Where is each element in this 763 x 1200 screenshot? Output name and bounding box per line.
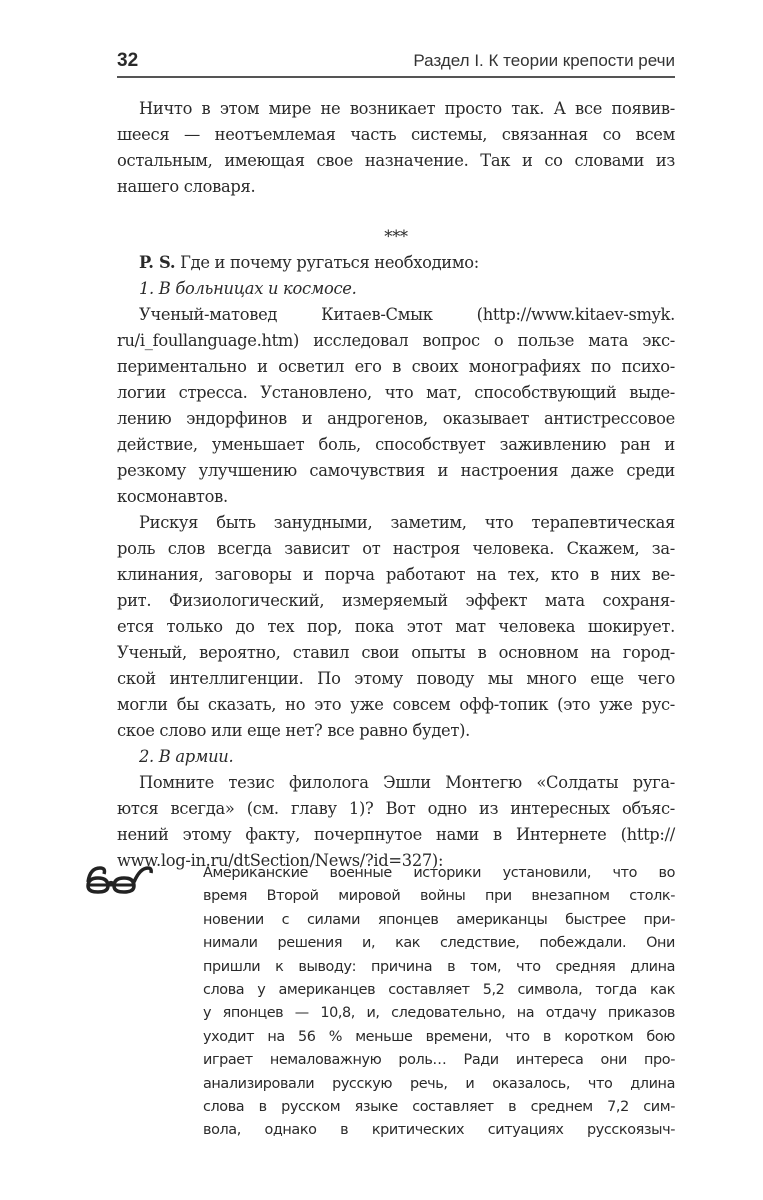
quote-line: играет немаловажную роль… Ради интереса они про- (203, 1052, 675, 1069)
text-line: роль слов всегда зависит от настроя человека. Скажем, за- (117, 539, 675, 558)
quote-line: Американские военные историки установили, что во (203, 865, 675, 881)
quote-line: новении с силами японцев американцы быстрее при- (203, 911, 675, 928)
text-line: шееся — неотъемлемая часть системы, связанная со всем (117, 125, 675, 144)
text-line: 2. В армии. (139, 747, 234, 766)
text-line: ское слово или еще нет? все равно будет). (117, 721, 471, 740)
text-line: клинания, заговоры и порча работают на тех, кто в них ве- (117, 565, 675, 584)
running-header (117, 50, 675, 78)
quote-line: слова у американцев составляет 5,2 символа, тогда как (203, 982, 675, 998)
text-line: космонавтов. (117, 487, 228, 506)
text-line: Ничто в этом мире не возникает просто так. А все появив- (139, 99, 675, 118)
text-line: могли бы сказать, но это уже совсем офф-топик (это уже рус- (117, 695, 675, 714)
text-line: ru/i_foullanguage.htm) исследовал вопрос о пользе мата экс- (117, 331, 675, 350)
text-line: нений этому факту, почерпнутое нами в Интернете (http:// (117, 825, 675, 844)
ps-label: P. S. (139, 253, 176, 272)
text-line: Рискуя быть занудными, заметим, что терапевтическая (139, 513, 675, 532)
text-line: действие, уменьшает боль, способствует заживлению ран и (117, 435, 675, 454)
text-line: остальным, имеющая свое назначение. Так и со словами из (117, 151, 675, 170)
text-line: рит. Физиологический, измеряемый эффект мата сохраня- (117, 591, 675, 610)
quote-line: время Второй мировой войны при внезапном столк- (203, 888, 675, 905)
text-line: логии стресса. Установлено, что мат, способствующий выде- (117, 383, 675, 402)
quote-line: у японцев — 10,8, и, следовательно, на отдачу приказов (203, 1005, 675, 1022)
section-title: Раздел I. К теории крепости речи (413, 51, 675, 70)
text-line: ется только до тех пор, пока этот мат человека шокирует. (117, 617, 675, 636)
text-line: периментально и осветил его в своих монографиях по психо- (117, 357, 675, 376)
text-line: www.log-in.ru/dtSection/News/?id=327): (117, 851, 444, 870)
text-line: Ученый-матовед Китаев-Смык (http://www.kitaev-smyk. (139, 305, 675, 324)
text-line: лению эндорфинов и андрогенов, оказывает антистрессовое (117, 409, 675, 428)
quote-line: анализировали русскую речь, и оказалось, что длина (203, 1075, 675, 1092)
quote-line: уходит на 56 % меньше времени, что в коротком бою (203, 1028, 675, 1045)
page-number: 32 (117, 50, 139, 71)
text-line: Помните тезис филолога Эшли Монтегю «Солдаты руга- (139, 773, 675, 792)
text-line: 1. В больницах и космосе. (139, 279, 357, 298)
text-line: резкому улучшению самочувствия и настроения даже среди (117, 461, 675, 480)
text-line (139, 252, 675, 274)
section-separator: *** (384, 227, 408, 246)
quote-line: слова в русском языке составляет в среднем 7,2 сим- (203, 1099, 675, 1115)
text-line: нашего словаря. (117, 177, 256, 196)
text-line: ской интеллигенции. По этому поводу мы много еще чего (117, 669, 675, 688)
text-line: Ученый, вероятно, ставил свои опыты в основном на город- (117, 643, 675, 662)
glasses-icon (84, 864, 154, 894)
text-line: ются всегда» (см. главу 1)? Вот одно из интересных объяс- (117, 799, 675, 818)
quote-line: нимали решения и, как следствие, побеждали. Они (203, 935, 675, 952)
text-line-content: Где и почему ругаться необходимо: (175, 253, 479, 272)
quote-line: пришли к выводу: причина в том, что средняя длина (203, 958, 675, 975)
quote-line: вола, однако в критических ситуациях русскоязыч- (203, 1122, 675, 1139)
